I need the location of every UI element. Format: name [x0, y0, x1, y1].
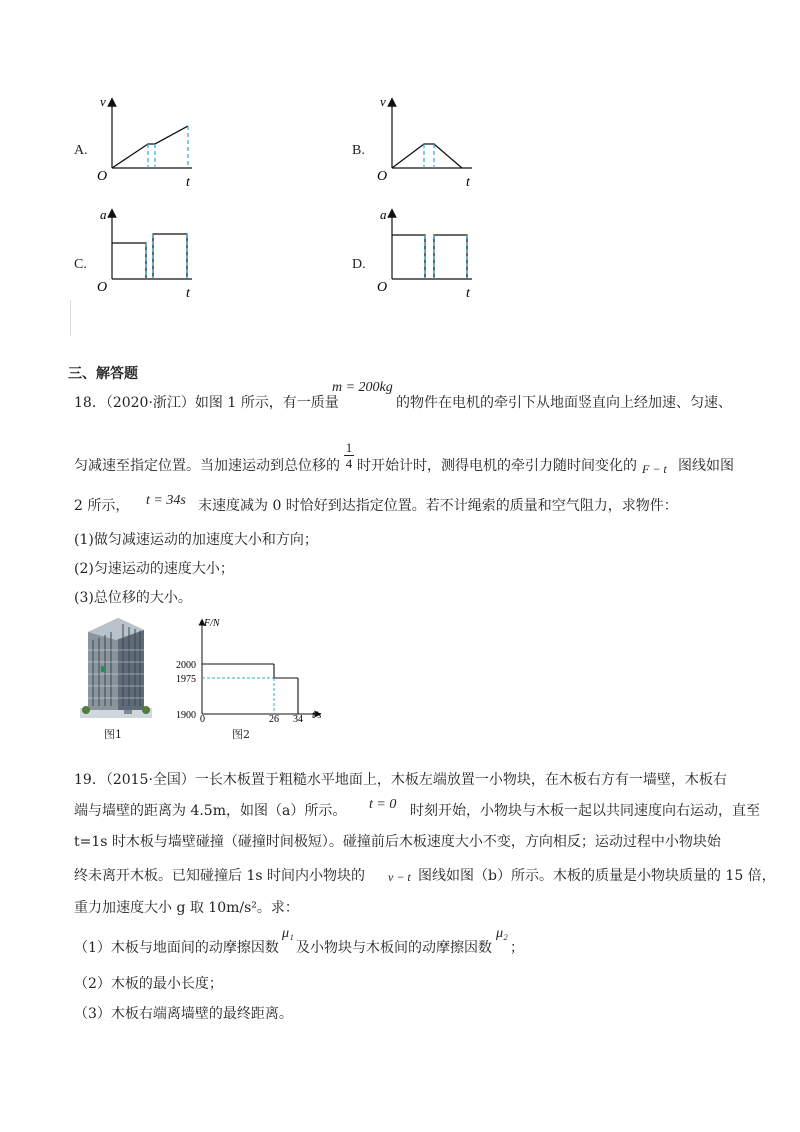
q19-line3: t=1s 时木板与墙壁碰撞（碰撞时间极短）。碰撞前后木板速度大小不变，方向相反；运动过程中小物块始 — [74, 834, 721, 850]
q19-part2: （2）木板的最小长度； — [74, 976, 223, 992]
q19-line2-b: 时刻开始，小物块与木板一起以共同速度向右运动，直至 — [410, 803, 760, 819]
q18-part3: (3)总位移的大小。 — [74, 590, 192, 606]
q18-line3-a: 2 所示， — [74, 498, 130, 514]
option-b-graph — [372, 92, 482, 188]
option-b-xlabel: t — [466, 175, 470, 188]
option-b-ylabel: v — [380, 94, 386, 109]
ft-xtick-34: 34 — [293, 714, 303, 724]
q18-line2-b: 时开始计时，测得电机的牵引力随时间变化的 — [357, 458, 637, 474]
option-a-xlabel: t — [186, 175, 190, 188]
option-d-ylabel: a — [380, 207, 387, 222]
q19-part1-a: （1）木板与地面间的动摩擦因数 — [74, 940, 279, 956]
option-b-origin: O — [377, 169, 388, 184]
option-b-label: B. — [352, 143, 365, 158]
q19-mu1: μ₁ — [282, 926, 294, 941]
q18-fraction — [344, 440, 354, 471]
q18-part2: (2)匀速运动的速度大小； — [74, 561, 234, 577]
q19-part3: （3）木板右端离墙壁的最终距离。 — [74, 1006, 293, 1022]
q18-mass: m = 200kg — [332, 380, 393, 395]
ft-xlabel: t/s — [312, 710, 322, 721]
q18-line2-a: 匀减速至指定位置。当加速运动到总位移的 — [74, 458, 340, 474]
q18-t34: t = 34s — [146, 493, 186, 508]
ft-ytick-1900: 1900 — [176, 710, 196, 721]
ft-xtick-26: 26 — [269, 714, 279, 724]
option-c-graph — [92, 203, 202, 299]
q18-line2-c: 图线如图 — [678, 458, 734, 474]
option-c-origin: O — [97, 280, 108, 295]
fig1-caption: 图1 — [104, 728, 122, 741]
option-a-label: A. — [74, 143, 88, 158]
ft-ylabel: F/N — [204, 618, 220, 629]
ft-ytick-1975: 1975 — [176, 674, 196, 685]
option-d-label: D. — [352, 257, 366, 272]
q18-part1: (1)做匀减速运动的加速度大小和方向； — [74, 532, 318, 548]
section-title: 三、解答题 — [68, 365, 138, 381]
option-d-origin: O — [377, 280, 388, 295]
option-c-xlabel: t — [186, 286, 190, 299]
q18-line1-a: 18．（2020·浙江）如图 1 所示，有一质量 — [74, 395, 339, 411]
q19-line4-b: 图线如图（b）所示。木板的质量是小物块质量的 15 倍， — [418, 868, 776, 884]
ft-graph — [170, 614, 340, 724]
fig2-caption: 图2 — [232, 728, 250, 741]
q19-line5: 重力加速度大小 g 取 10m/s²。求： — [74, 900, 299, 916]
building-image — [76, 610, 156, 722]
q18-line1-b: 的物件在电机的牵引下从地面竖直向上经加速、匀速、 — [396, 395, 732, 411]
q19-part1-b: 及小物块与木板间的动摩擦因数 — [296, 940, 492, 956]
margin-line — [70, 300, 71, 336]
q18-fraction-den: 4 — [345, 456, 353, 471]
q19-mu2: μ₂ — [496, 926, 508, 941]
ft-ytick-2000: 2000 — [176, 660, 196, 671]
q18-ft: F − t — [642, 462, 667, 476]
q18-line3-b: 末速度减为 0 时恰好到达指定位置。若不计绳索的质量和空气阻力，求物件： — [198, 498, 678, 514]
ft-xtick-0: 0 — [200, 714, 205, 724]
option-a-ylabel: v — [100, 94, 106, 109]
option-d-graph — [372, 203, 482, 299]
option-a-graph — [92, 92, 202, 188]
option-c-label: C. — [74, 257, 87, 272]
q19-line4-a: 终未离开木板。已知碰撞后 1s 时间内小物块的 — [74, 868, 365, 884]
q19-part1-c: ； — [510, 940, 524, 956]
q19-vt: v − t — [388, 870, 411, 884]
q19-line2-a: 端与墙壁的距离为 4.5m，如图（a）所示。 — [74, 803, 347, 819]
q18-fraction-num: 1 — [345, 440, 353, 455]
q19-t0: t = 0 — [369, 797, 397, 812]
option-c-ylabel: a — [100, 207, 107, 222]
q19-line1: 19．（2015·全国）一长木板置于粗糙水平地面上，木板左端放置一小物块，在木板右方有一墙壁，木板右 — [74, 772, 727, 788]
option-d-xlabel: t — [466, 286, 470, 299]
option-a-origin: O — [97, 169, 108, 184]
